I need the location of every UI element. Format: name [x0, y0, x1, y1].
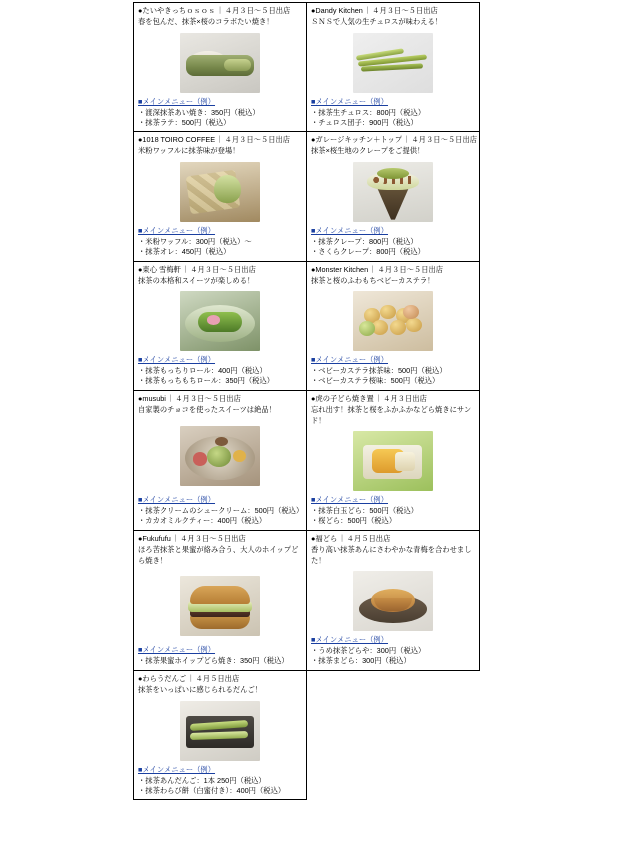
shop-photo	[353, 291, 433, 351]
shop-cell	[134, 671, 307, 800]
shop-grid	[133, 2, 480, 800]
menu-heading: ■メインメニュー（例）	[138, 764, 216, 774]
menu-item: ・米粉ワッフル：300円（税込）～	[138, 237, 252, 247]
shop-photo-wrap	[138, 31, 302, 97]
shop-photo-wrap	[311, 289, 475, 355]
shop-photo-wrap	[138, 160, 302, 226]
shop-name: ●Fukufufu	[138, 534, 171, 544]
shop-photo	[180, 426, 260, 486]
menu-item: ・渡深抹茶あい焼き：350円（税込）	[138, 107, 260, 117]
shop-dates: ４月３日～５日出店	[377, 264, 444, 274]
shop-photo	[180, 576, 260, 636]
menu-block	[138, 645, 302, 666]
shop-name: ●1018 TOIRO COFFEE	[138, 135, 216, 145]
shop-cell	[134, 531, 307, 671]
menu-item: ・さくらクレープ：800円（税込）	[311, 246, 425, 256]
menu-heading: ■メインメニュー（例）	[311, 495, 389, 505]
shop-dates: ４月３日出店	[383, 394, 427, 404]
shop-header: ●東心 雪梅軒｜４月３日～５日出店	[138, 264, 256, 274]
shop-cell	[307, 3, 480, 132]
shop-name: ●musubi	[138, 394, 166, 404]
shop-dates: ４月５日出店	[195, 674, 240, 684]
shop-description: 抹茶をいっぱいに感じられるだんご！	[138, 685, 263, 695]
shop-cell	[307, 391, 480, 531]
shop-dates: ４月３日～５日出店	[190, 264, 256, 274]
shop-photo	[180, 291, 260, 351]
menu-item: ・桜どら：500円（税込）	[311, 516, 397, 526]
menu-block	[138, 97, 302, 128]
menu-item: ・抹茶クレープ：800円（税込）	[311, 237, 418, 247]
shop-photo-wrap	[138, 699, 302, 765]
shop-dates: ４月３日～５日出店	[224, 135, 291, 145]
shop-cell	[307, 262, 480, 391]
shop-photo	[180, 33, 260, 93]
shop-description: 抹茶と桜のふわもちベビーカステラ！	[311, 275, 435, 285]
shop-header: ●ガレージキッチン＋トップ｜４月３日～５日出店	[311, 135, 478, 145]
shop-header: ●わらうだんご｜４月５日出店	[138, 674, 240, 684]
menu-item: ・チュロス団子：900円（税込）	[311, 117, 418, 127]
shop-photo-wrap	[138, 419, 302, 496]
shop-cell	[307, 132, 480, 261]
shop-header: ●Monster Kitchen｜４月３日～５日出店	[311, 264, 444, 274]
menu-block	[311, 355, 475, 386]
shop-dates: ４月５日出店	[346, 534, 391, 544]
menu-heading: ■メインメニュー（例）	[311, 226, 389, 236]
shop-description: ＳＮＳで人気の生チュロスが味わえる！	[311, 17, 443, 27]
shop-header: ●Fukufufu｜４月３日～５日出店	[138, 534, 246, 544]
menu-block	[311, 495, 475, 526]
menu-item: ・抹茶あんだんご：1本 250円（税込）	[138, 775, 266, 785]
menu-block	[311, 226, 475, 257]
menu-block	[138, 226, 302, 257]
shop-header: ●1018 TOIRO COFFEE｜４月３日～５日出店	[138, 135, 291, 145]
shop-description: 抹茶の本格和スイーツが楽しめる！	[138, 275, 255, 285]
menu-item: ・抹茶果蜜ホイップどら焼き：350円（税込）	[138, 656, 289, 666]
menu-heading: ■メインメニュー（例）	[138, 96, 216, 106]
shop-photo	[353, 162, 433, 222]
shop-header: ●たいやきっちｏｓｏｓ｜４月３日～５日出店	[138, 6, 291, 15]
menu-item: ・ベビーカステラ桜味：500円（税込）	[311, 376, 440, 386]
shop-name: ●Monster Kitchen	[311, 264, 369, 274]
shop-cell	[134, 3, 307, 132]
shop-photo-wrap	[311, 569, 475, 635]
menu-block	[138, 355, 302, 386]
menu-item: ・抹茶もっちもちロール：350円（税込）	[138, 376, 275, 386]
menu-heading: ■メインメニュー（例）	[138, 226, 216, 236]
shop-description: 自家製のチョコを使ったスイーツは絶品！	[138, 405, 276, 415]
menu-item: ・抹茶クリームのシュークリーム：500円（税込）	[138, 506, 304, 516]
shop-cell	[134, 132, 307, 261]
shop-name: ●福どら	[311, 534, 338, 544]
menu-heading: ■メインメニュー（例）	[138, 495, 216, 505]
shop-name: ●虎の子どら焼き置	[311, 394, 374, 404]
menu-item: ・抹茶まどら：300円（税込）	[311, 656, 411, 666]
shop-description: 忘れ出す！抹茶と桜をふかふかなどら焼きにサンド！	[311, 405, 472, 425]
shop-dates: ４月３日～５日出店	[411, 135, 478, 145]
menu-item: ・うめ抹茶どらや：300円（税込）	[311, 646, 426, 656]
shop-photo	[353, 571, 433, 631]
menu-item: ・抹茶オレ：450円（税込）	[138, 246, 231, 256]
menu-item: ・カカオミルクティー：400円（税込）	[138, 516, 267, 526]
shop-dates: ４月３日～５日出店	[372, 6, 438, 15]
shop-cell	[134, 262, 307, 391]
shop-description: 香り高い抹茶あんにさわやかな青梅を合わせました！	[311, 545, 472, 565]
shop-dates: ４月３日～５日出店	[180, 534, 246, 544]
shop-header: ●福どら｜４月５日出店	[311, 534, 391, 544]
shop-name: ●わらうだんご	[138, 674, 187, 684]
shop-photo	[180, 701, 260, 761]
shop-photo	[353, 431, 433, 491]
shop-name: ●Dandy Kitchen	[311, 6, 363, 15]
menu-heading: ■メインメニュー（例）	[311, 635, 389, 645]
shop-header: ●musubi｜４月３日～５日出店	[138, 394, 241, 404]
menu-heading: ■メインメニュー（例）	[311, 96, 389, 106]
menu-block	[138, 495, 302, 526]
menu-block	[311, 635, 475, 666]
menu-heading: ■メインメニュー（例）	[138, 355, 216, 365]
shop-description: 抹茶×桜生地のクレープをご提供！	[311, 146, 425, 156]
menu-item: ・抹茶ラテ：500円（税込）	[138, 117, 231, 127]
shop-photo	[180, 162, 260, 222]
shop-description: 米粉ワッフルに抹茶味が登場！	[138, 146, 240, 156]
shop-cell	[307, 531, 480, 671]
menu-heading: ■メインメニュー（例）	[311, 355, 389, 365]
menu-item: ・抹茶もっちりロール：400円（税込）	[138, 366, 267, 376]
shop-name: ●たいやきっちｏｓｏｓ	[138, 6, 216, 15]
menu-item: ・抹茶わらび餅（白蜜付き）：400円（税込）	[138, 785, 286, 795]
shop-name: ●東心 雪梅軒	[138, 264, 181, 274]
shop-photo-wrap	[311, 160, 475, 226]
shop-photo	[353, 33, 433, 93]
shop-cell	[134, 391, 307, 531]
shop-header: ●虎の子どら焼き置｜４月３日出店	[311, 394, 427, 404]
menu-item: ・抹茶生チュロス：800円（税込）	[311, 107, 426, 117]
menu-item: ・抹茶白玉どら：500円（税込）	[311, 506, 419, 516]
shop-description: 春を包んだ、抹茶×桜のコラボたい焼き！	[138, 17, 274, 27]
shop-photo-wrap	[138, 289, 302, 355]
shop-header: ●Dandy Kitchen｜４月３日～５日出店	[311, 6, 438, 15]
shop-dates: ４月３日～５日出店	[224, 6, 291, 15]
shop-photo-wrap	[138, 569, 302, 645]
shop-name: ●ガレージキッチン＋トップ	[311, 135, 403, 145]
shop-description: ほろ苦抹茶と果蜜が絡み合う、大人のホイップどら焼き！	[138, 545, 299, 565]
empty-cell	[307, 671, 480, 800]
shop-photo-wrap	[311, 429, 475, 495]
menu-item: ・ベビーカステラ抹茶味：500円（税込）	[311, 366, 447, 376]
menu-block	[311, 97, 475, 128]
shop-photo-wrap	[311, 31, 475, 97]
shop-dates: ４月３日～５日出店	[175, 394, 241, 404]
menu-block	[138, 765, 302, 796]
menu-heading: ■メインメニュー（例）	[138, 645, 216, 655]
